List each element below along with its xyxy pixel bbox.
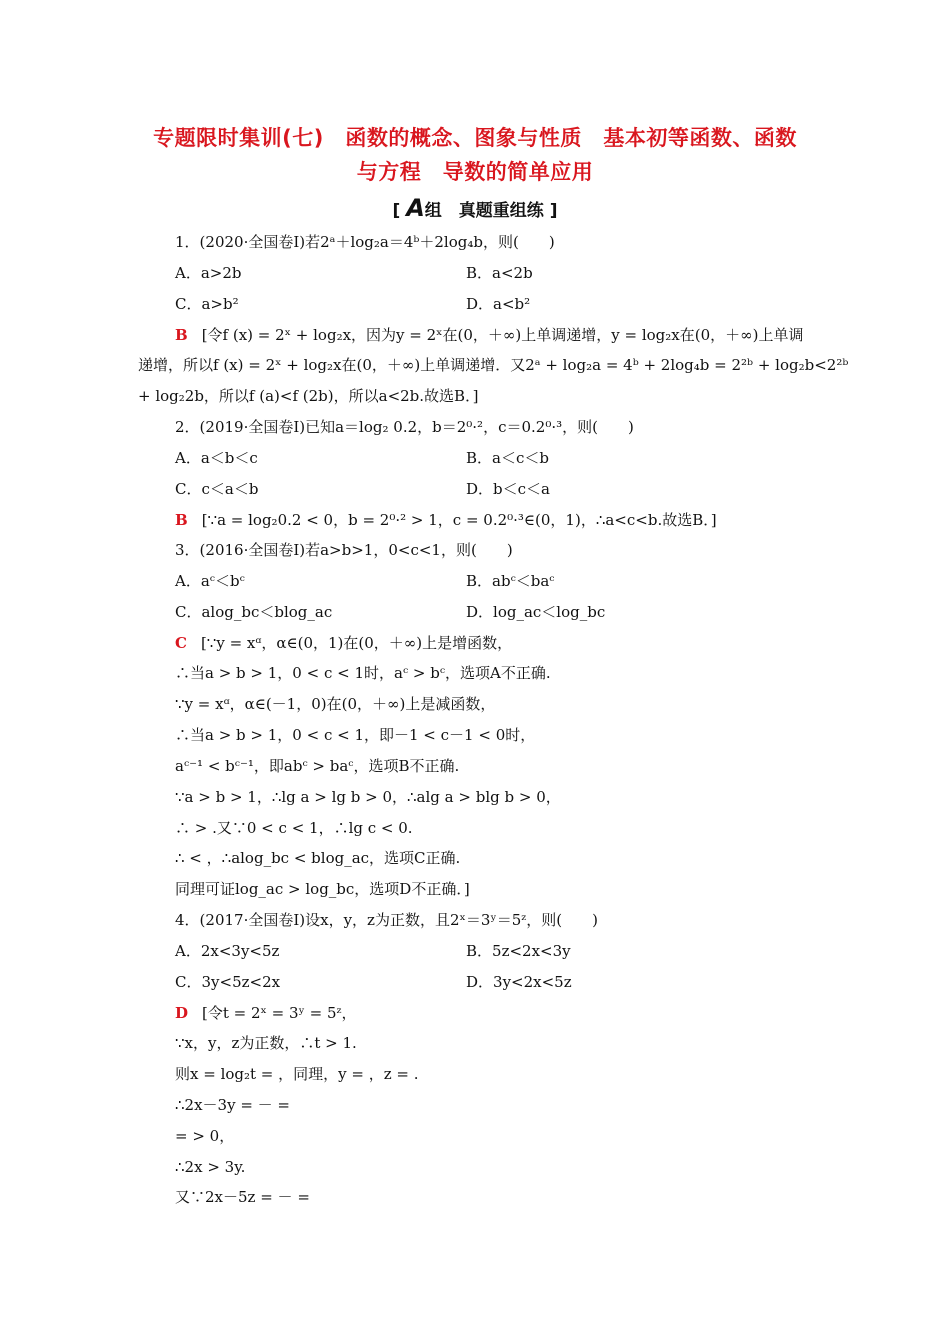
question-3-solution-1: [∵y = xᵅ，α∈(0，1)在(0，＋∞)上是增函数，: [200, 634, 513, 652]
question-3-answer: C: [175, 634, 187, 652]
question-3-solution-9: 同理可证log_ac > log_bc，选项D不正确．]: [175, 880, 470, 898]
question-4-solution-2: ∵x，y，z为正数，∴t > 1.: [175, 1034, 357, 1052]
question-3-solution-4: ∴当a > b > 1，0 < c < 1，即－1 < c－1 < 0时，: [175, 726, 536, 744]
question-1-option-b: B．a<2b: [466, 264, 533, 282]
question-4-solution-line: [175, 1003, 357, 1023]
question-3-solution-3: ∵y = xᵅ，α∈(－1，0)在(0，＋∞)上是减函数，: [175, 695, 496, 713]
question-3-solution-2: ∴当a > b > 1，0 < c < 1时，aᶜ > bᶜ，选项A不正确.: [175, 664, 551, 682]
question-2-solution-line: [175, 510, 717, 530]
group-label: 组 真题重组练: [424, 201, 544, 221]
question-1-option-c: C．a>b²: [175, 295, 239, 313]
question-2-answer: B: [175, 511, 188, 529]
question-1-solution-line: [175, 325, 803, 345]
bracket-left: [: [392, 201, 407, 221]
question-3-solution-8: ∴ < ，∴alog_bc < blog_ac，选项C正确.: [175, 849, 461, 867]
question-4-solution-3: 则x = log₂t = ，同理，y = ，z = .: [175, 1065, 419, 1083]
question-4-solution-5: = > 0，: [175, 1127, 235, 1145]
section-heading: [0, 194, 950, 222]
question-1-stem: 1．(2020·全国卷Ⅰ)若2ᵃ＋log₂a＝4ᵇ＋2log₄b，则( ): [175, 233, 555, 251]
question-2-option-d: D．b＜c＜a: [466, 480, 550, 498]
question-3-option-a: A．aᶜ＜bᶜ: [175, 572, 245, 590]
question-1-solution-3: + log₂2b，所以f (a)<f (2b)，所以a<2b.故选B．]: [138, 387, 479, 405]
question-1-option-a: A．a>2b: [175, 264, 242, 282]
question-1-option-d: D．a<b²: [466, 295, 531, 313]
question-4-stem: 4．(2017·全国卷Ⅰ)设x，y，z为正数，且2ˣ＝3ʸ＝5ᶻ，则( ): [175, 911, 598, 929]
question-3-solution-7: ∴ > .又∵0 < c < 1，∴lg c < 0.: [175, 819, 413, 837]
question-2-solution-1: [∵a = log₂0.2 < 0，b = 2⁰·² > 1，c = 0.2⁰·³∈(0，1)，∴a<c<b.故选B．]: [201, 511, 717, 529]
question-1-solution-1: [令f (x) = 2ˣ + log₂x，因为y = 2ˣ在(0，＋∞)上单调递增，y = log₂x在(0，＋∞)上单调: [201, 326, 804, 344]
question-2-option-c: C．c＜a＜b: [175, 480, 259, 498]
question-4-solution-6: ∴2x > 3y.: [175, 1158, 246, 1176]
group-letter: A: [406, 194, 425, 222]
question-4-solution-4: ∴2x－3y = － =: [175, 1096, 291, 1114]
question-4-option-b: B．5z<2x<3y: [466, 942, 571, 960]
page-title-line1: 专题限时集训(七) 函数的概念、图象与性质 基本初等函数、函数: [153, 126, 797, 150]
question-4-option-a: A．2x<3y<5z: [175, 942, 280, 960]
question-2-option-a: A．a＜b＜c: [175, 449, 258, 467]
question-3-option-c: C．alog_bc＜blog_ac: [175, 603, 333, 621]
question-4-answer: D: [175, 1004, 189, 1022]
question-3-option-d: D．log_ac＜log_bc: [466, 603, 606, 621]
question-4-option-c: C．3y<5z<2x: [175, 973, 281, 991]
question-1-answer: B: [175, 326, 188, 344]
question-3-solution-line: [175, 633, 512, 653]
question-4-option-d: D．3y<2x<5z: [466, 973, 572, 991]
page-title-line2: 与方程 导数的简单应用: [356, 160, 594, 184]
question-2-stem: 2．(2019·全国卷Ⅰ)已知a＝log₂ 0.2，b＝2⁰·²，c＝0.2⁰·³，则( ): [175, 418, 634, 436]
bracket-right: ]: [543, 201, 558, 221]
question-2-option-b: B．a＜c＜b: [466, 449, 549, 467]
question-1-solution-2: 递增，所以f (x) = 2ˣ + log₂x在(0，＋∞)上单调递增．又2ᵃ + log₂a = 4ᵇ + 2log₄b = 2²ᵇ + log₂b<2²ᵇ: [138, 356, 849, 374]
question-3-solution-5: aᶜ⁻¹ < bᶜ⁻¹，即abᶜ > baᶜ，选项B不正确.: [175, 757, 460, 775]
question-4-solution-7: 又∵2x－5z = － =: [175, 1188, 310, 1206]
question-4-solution-1: [令t = 2ˣ = 3ʸ = 5ᶻ，: [202, 1004, 357, 1022]
question-3-stem: 3．(2016·全国卷Ⅰ)若a>b>1，0<c<1，则( ): [175, 541, 513, 559]
question-3-option-b: B．abᶜ＜baᶜ: [466, 572, 555, 590]
question-3-solution-6: ∵a > b > 1，∴lg a > lg b > 0，∴alg a > blg b > 0，: [175, 788, 561, 806]
